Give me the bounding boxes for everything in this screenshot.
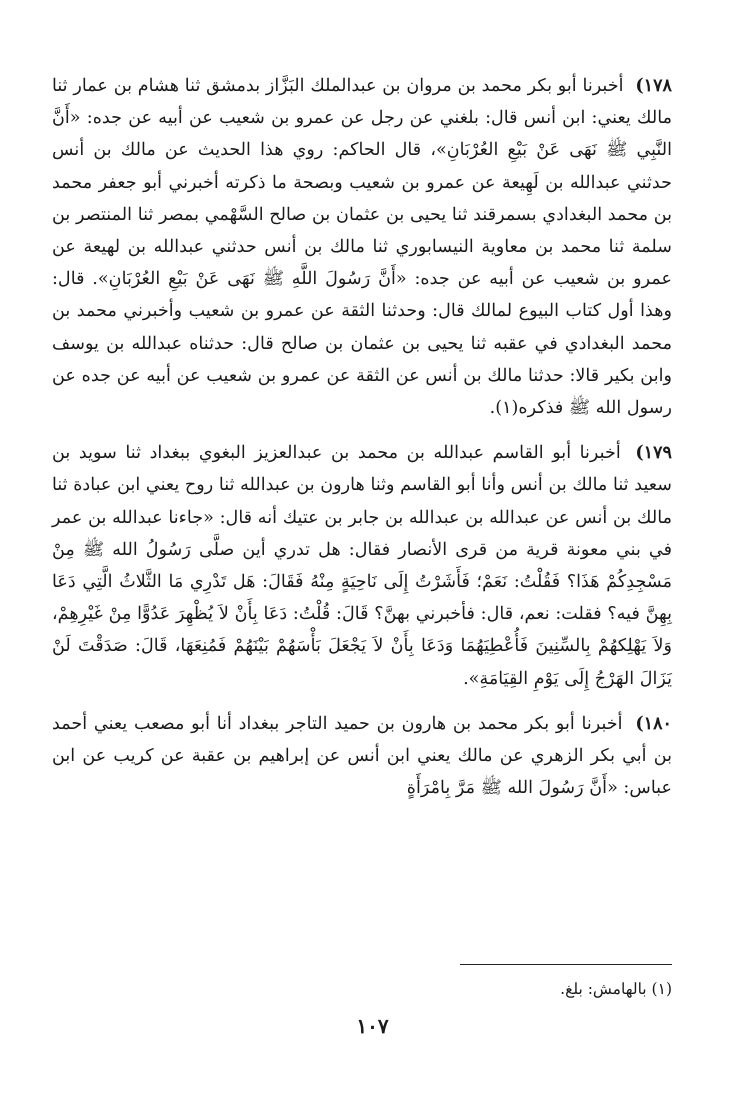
page-number: ١٠٧ <box>356 1014 389 1038</box>
hadith-number: ١٧٨) <box>635 75 673 96</box>
footnote-marker: (١) <box>651 980 672 998</box>
hadith-number: ١٧٩) <box>635 442 672 464</box>
hadith-text: أخبرنا أبو بكر محمد بن هارون بن حميد التاجر ببغداد أنا أبو مصعب يعني أحمد بن أبي بكر الزهري عن مالك يعني ابن أنس عن إبراهيم بن عقبة عن كريب عن ابن عباس: «أَنَّ رَسُولَ الله ﷺ مَرَّ بِامْرَأَةٍ <box>52 713 672 799</box>
footnote-text: بالهامش: بلغ. <box>560 980 647 998</box>
page-body <box>52 70 672 817</box>
hadith-178 <box>52 70 672 424</box>
hadith-179 <box>52 437 672 695</box>
footnote <box>560 978 672 1000</box>
hadith-number: ١٨٠) <box>635 712 672 734</box>
hadith-text: أخبرنا أبو القاسم عبدالله بن محمد بن عبدالعزيز البغوي ببغداد ثنا سويد بن سعيد ثنا مالك بن أنس وأنا أبو القاسم وثنا هارون بن عبدالله ثنا روح يعني ابن عبادة ثنا مالك بن أنس عن عبدالله بن عبدالله بن جابر بن عتيك أنه قال: «جاءنا عبدالله بن عمر في بني معونة قرية من قرى الأنصار فقال: هل تدري أين صلَّى رَسُولُ الله ﷺ مِنْ مَسْجِدِكُمْ هَذَا؟ فَقُلْتُ: نَعَمْ؛ فَأَشَرْتُ إِلَى نَاحِيَةٍ مِنْهُ فَقَالَ: هَل تَدْرِي مَا الثَّلاثُ الَّتِي دَعَا بِهِنَّ فيه؟ فقلت: نعم، قال: فأخبرني بهنَّ؟ قَالَ: قُلْتُ: دَعَا بِأَنْ لاَ يُظْهِرَ عَدُوًّا مِنْ غَيْرِهِمْ، وَلاَ يَهْلِكهُمْ بِالسِّنِينَ فَأُعْطِيَهُمَا وَدَعَا بِأَنْ لاَ يَجْعَلَ بَأْسَهُمْ بَيْنَهُمْ فَمُنِعَهَا، قَالَ: صَدَقْتَ لَنْ يَزَالَ الهَرْجُ إِلَى يَوْمِ القِيَامَةِ». <box>52 443 672 689</box>
hadith-180 <box>52 708 672 805</box>
hadith-text: أخبرنا أبو بكر محمد بن مروان بن عبدالملك البَزَّاز بدمشق ثنا هشام بن عمار ثنا مالك يعني: ابن أنس قال: بلغني عن رجل عن عمرو بن شعيب عن أبيه عن جده: «أَنَّ النَّبِي ﷺ نَهَى عَنْ بَيْعِ العُرْبَانِ»، قال الحاكم: روي هذا الحديث عن مالك بن أنس حدثني عبدالله بن لَهِيعة عن عمرو بن شعيب وبصحة ما ذكرته أخبرني أبو جعفر محمد بن محمد البغدادي بسمرقند ثنا يحيى بن عثمان بن صالح السَّهْمي بمصر ثنا المنتصر بن سلمة ثنا محمد بن معاوية النيسابوري ثنا مالك بن أنس حدثني عبدالله بن لهيعة عن عمرو بن شعيب عن أبيه عن جده: «أَنَّ رَسُولَ اللَّهِ ﷺ نَهَى عَنْ بَيْعِ العُرْبَانِ». قال: وهذا أول كتاب البيوع لمالك قال: وحدثنا الثقة عن عمرو بن شعيب وأخبرني محمد بن محمد البغدادي في عقبه ثنا يحيى بن عثمان بن صالح قال: حدثناه عبدالله بن يوسف وابن بكير قالا: حدثنا مالك بن أنس عن الثقة عن عمرو بن شعيب عن أبيه عن جده عن رسول الله ﷺ فذكره(١). <box>52 76 672 419</box>
footnote-divider <box>460 964 672 965</box>
